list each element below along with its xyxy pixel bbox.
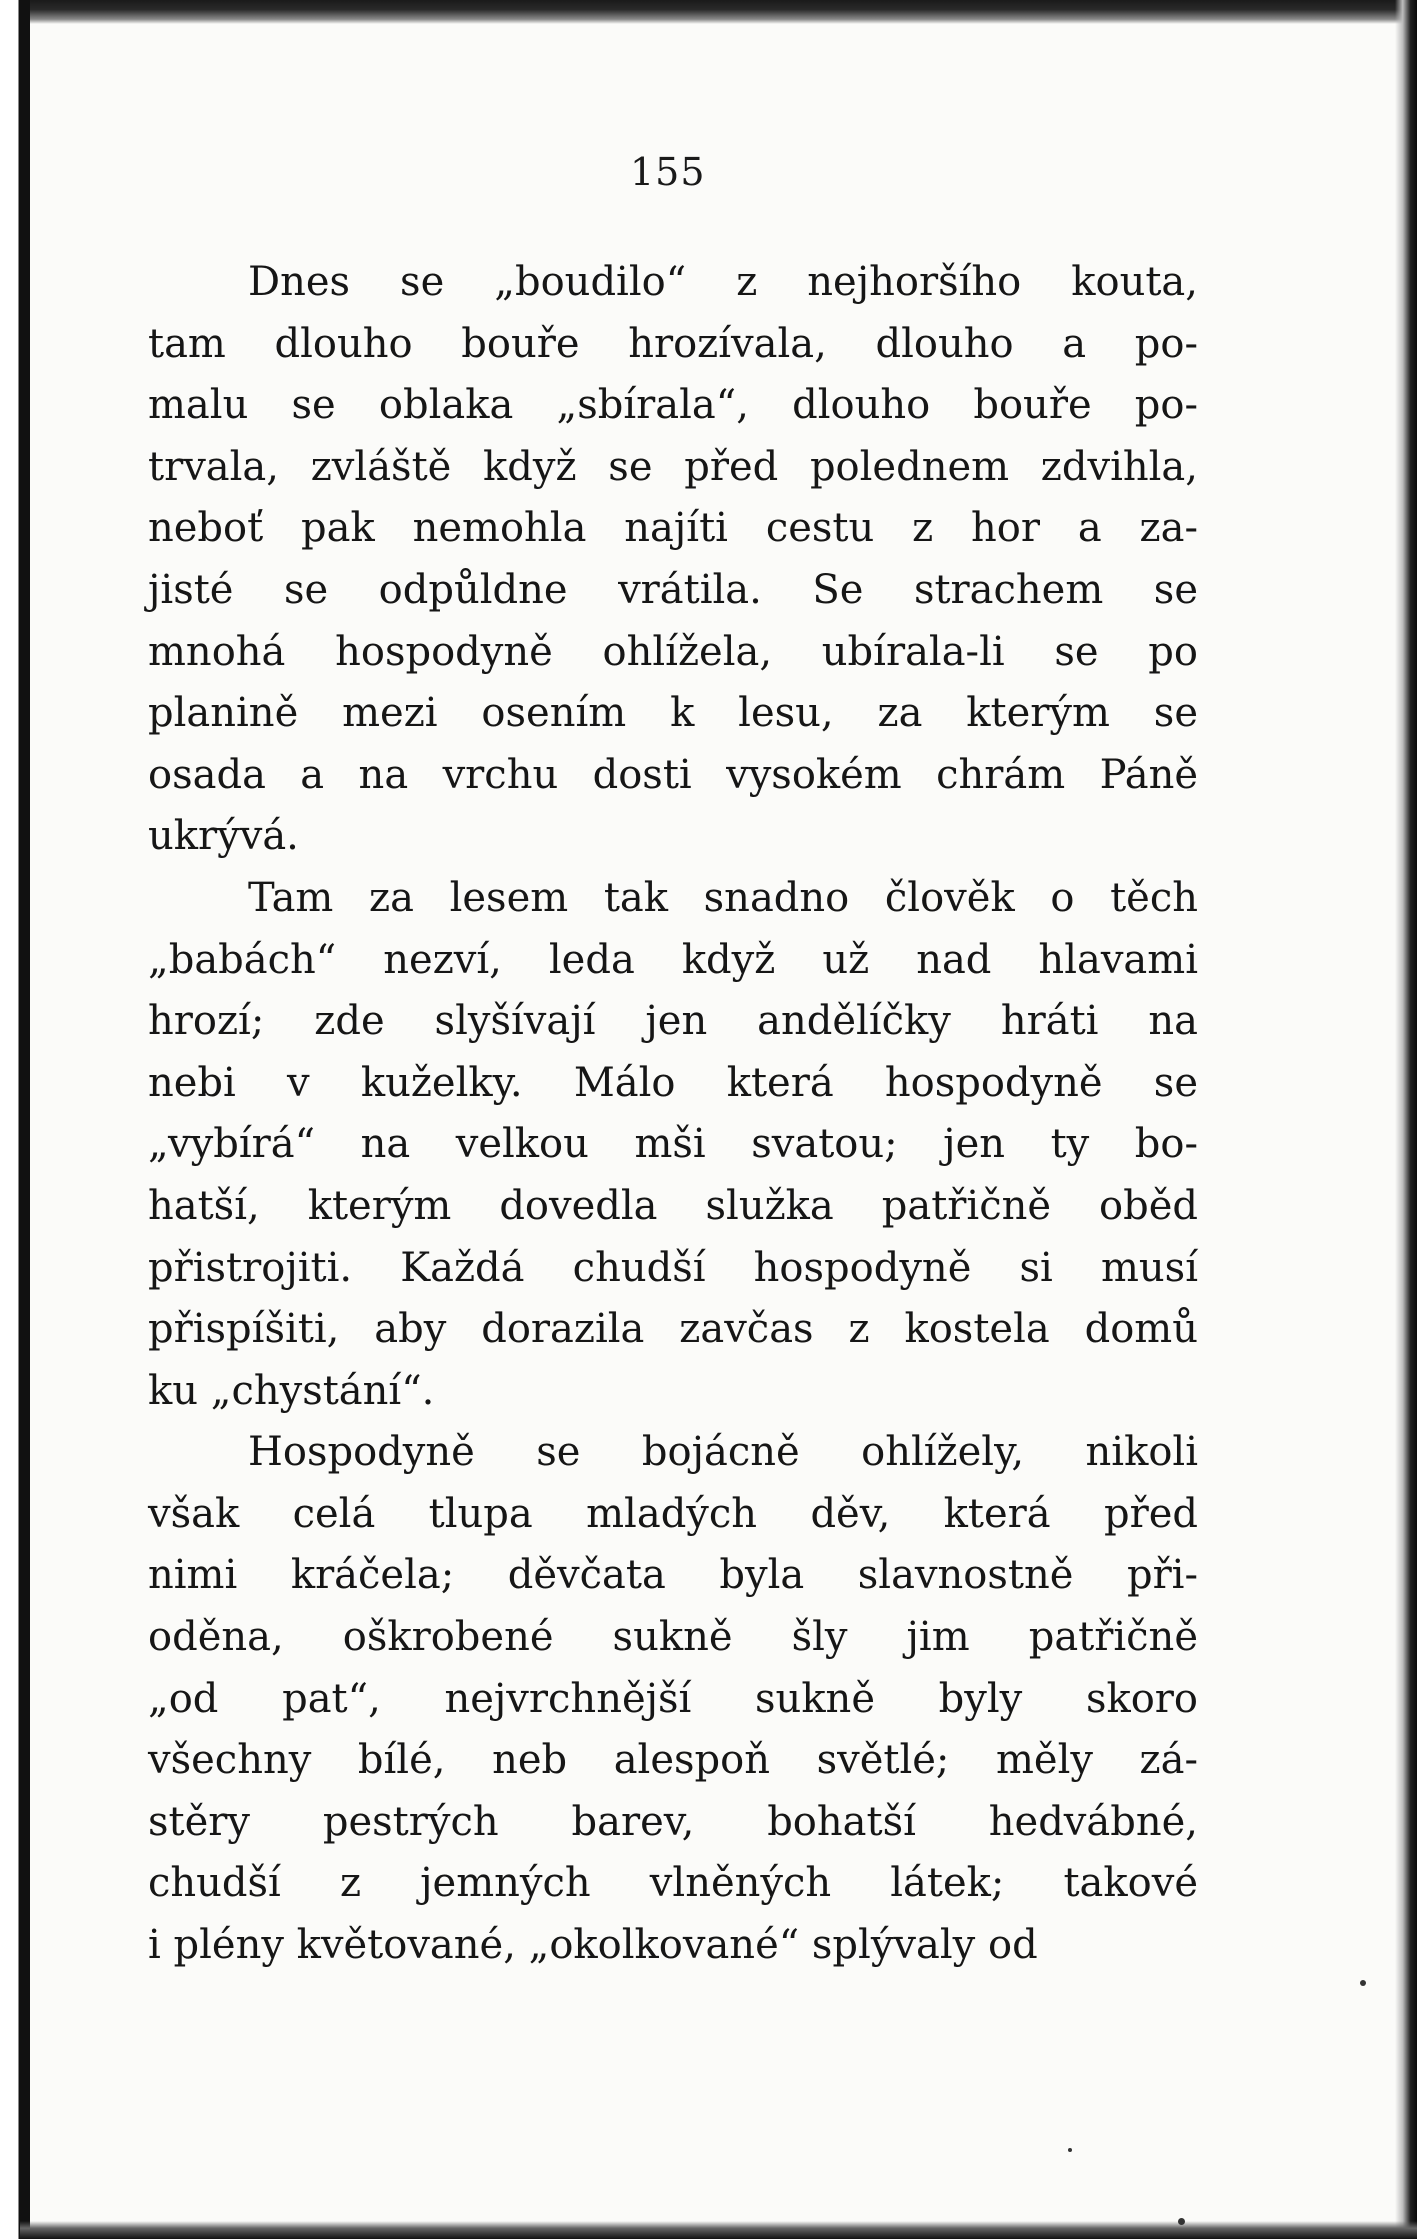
paragraph [148, 252, 1198, 868]
text-line: Hospodyně se bojácně ohlížely, nikoli [248, 1429, 1198, 1476]
text-line: tam dlouho bouře hrozívala, dlouho a po- [148, 320, 1198, 367]
text-line: stěry pestrých barev, bohatší hedvábné, [148, 1798, 1198, 1845]
body-text [148, 252, 1198, 1977]
text-line: hrozí; zde slyšívají jen andělíčky hráti na [148, 998, 1198, 1045]
text-line: však celá tlupa mladých děv, která před [148, 1490, 1198, 1537]
text-line: „babách“ nezví, leda když už nad hlavami [148, 936, 1198, 983]
text-line: trvala, zvláště když se před polednem zdvihla, [148, 443, 1198, 490]
text-line: oděna, oškrobené sukně šly jim patřičně [148, 1614, 1198, 1661]
paragraph [148, 1422, 1198, 1976]
scan-speck [1068, 2148, 1072, 2152]
page-number: 155 [630, 150, 706, 194]
text-line: chudší z jemných vlněných látek; takové [148, 1860, 1198, 1907]
paragraph [148, 868, 1198, 1422]
scan-speck [1360, 1980, 1366, 1986]
text-line: všechny bílé, neb alespoň světlé; měly zá- [148, 1737, 1198, 1784]
scan-edge-top [20, 0, 1417, 24]
text-line: přistrojiti. Každá chudší hospodyně si musí [148, 1244, 1198, 1291]
text-line: nimi kráčela; děvčata byla slavnostně při- [148, 1552, 1198, 1599]
text-line: planině mezi osením k lesu, za kterým se [148, 690, 1198, 737]
text-line: malu se oblaka „sbírala“, dlouho bouře po- [148, 382, 1198, 429]
text-line: ukrývá. [148, 813, 299, 860]
text-line: neboť pak nemohla najíti cestu z hor a za- [148, 505, 1198, 552]
scan-edge-right [1395, 0, 1417, 2239]
scan-edge-left [0, 0, 30, 2239]
text-line: nebi v kuželky. Málo která hospodyně se [148, 1059, 1198, 1106]
text-line: ku „chystání“. [148, 1367, 435, 1414]
scan-speck [1178, 2218, 1185, 2225]
text-line: „od pat“, nejvrchnější sukně byly skoro [148, 1675, 1198, 1722]
text-line: i plény květované, „okolkované“ splývaly od [148, 1922, 1038, 1969]
scan-edge-bottom [20, 2221, 1417, 2239]
text-line: přispíšiti, aby dorazila zavčas z kostela domů [148, 1306, 1198, 1353]
text-line: jisté se odpůldne vrátila. Se strachem se [148, 566, 1198, 613]
text-line: Dnes se „boudilo“ z nejhoršího kouta, [248, 259, 1198, 305]
text-line: „vybírá“ na velkou mši svatou; jen ty bo- [148, 1121, 1198, 1168]
text-line: mnohá hospodyně ohlížela, ubírala-li se po [148, 628, 1198, 675]
text-line: Tam za lesem tak snadno člověk o těch [248, 874, 1198, 921]
text-line: osada a na vrchu dosti vysokém chrám Páně [148, 751, 1198, 798]
text-line: hatší, kterým dovedla služka patřičně oběd [148, 1182, 1198, 1229]
